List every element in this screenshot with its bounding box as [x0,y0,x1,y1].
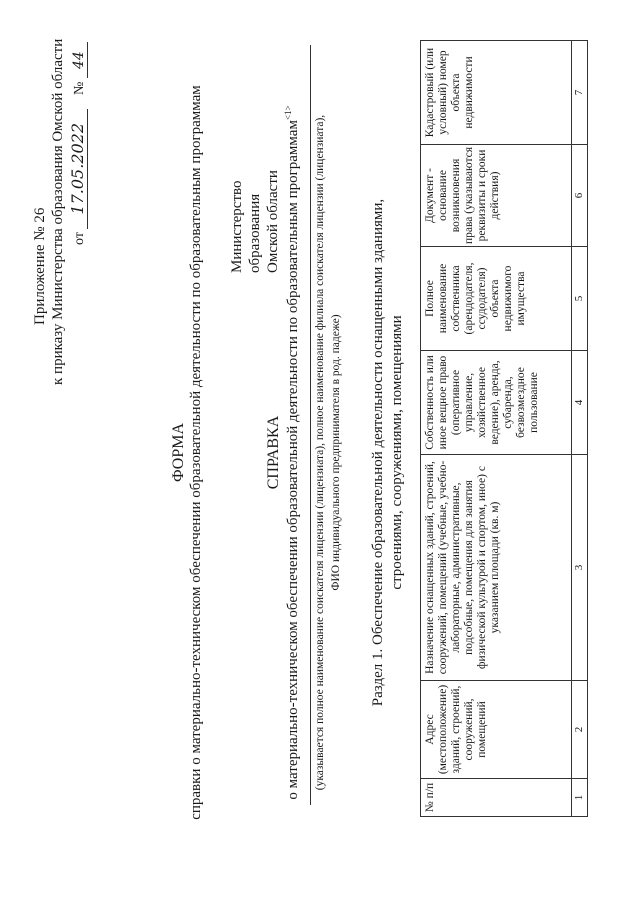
order-reference: к приказу Министерства образования Омской области [50,38,66,385]
header-cell-owner-name: Полное наименование собственника (арендодателя, ссудодателя) объекта недвижимого имущества [421,247,572,351]
column-number-1: 1 [572,779,588,817]
addressee-line-2: Омской области [265,170,281,273]
column-number-5: 5 [572,247,588,351]
fill-in-line [310,45,311,805]
form-title: ФОРМА [170,422,187,483]
addressee-line-1: Министерство образования [229,180,263,273]
number-prefix: № [72,81,87,95]
header-cell-number: № п/п [421,779,572,817]
spravka-title: СПРАВКА [265,415,282,490]
header-cell-ownership: Собственность или иное вещное право (оперативное управление, хозяйственное ведение), аренда, субаренда, безвозмездное пользование [421,351,572,455]
column-number-4: 4 [572,351,588,455]
header-cell-document: Документ - основание возникновения права (указываются реквизиты и сроки действия) [421,145,572,247]
form-subtitle: справки о материально-техническом обеспечении образовательной деятельности по образовательным программам [188,85,204,820]
header-cell-purpose: Назначение оснащенных зданий, строений, сооружений, помещений (учебные, учебно-лабораторные, административные, подсобные, помещения для занятия физической культурой и спортом, иное) с указанием площади (кв. м) [421,455,572,681]
header-cell-address: Адрес (местоположение) зданий, строений, сооружений, помещений [421,681,572,779]
table-number-row [572,41,588,817]
appendix-label: Приложение № 26 [32,207,48,325]
footnote-ref: <1> [283,105,293,121]
date-prefix: от [72,232,87,245]
section-title-line-2: строениями, сооружениями, помещениями [389,315,405,590]
column-number-7: 7 [572,41,588,145]
facilities-table [420,40,588,817]
order-date-line [68,42,88,245]
table-header-row [421,41,572,817]
spravka-subtitle-text: о материально-техническом обеспечении образовательной деятельности по образовательным программам [285,120,301,800]
column-number-3: 3 [572,455,588,681]
hint-line-2: ФИО индивидуального предпринимателя в род. падеже) [330,314,342,591]
spravka-subtitle [283,0,302,905]
column-number-2: 2 [572,681,588,779]
handwritten-date: 17.05.2022 [68,109,88,229]
column-number-6: 6 [572,145,588,247]
handwritten-number: 44 [71,42,88,78]
hint-line-1: (указывается полное наименование соискателя лицензии (лицензиата), полное наименование филиала соискателя лицензии (лицензиата), [314,114,326,791]
header-cell-cadastral: Кадастровый (или условный) номер объекта недвижимости [421,41,572,145]
section-title-line-1: Раздел 1. Обеспечение образовательной деятельности оснащенными зданиями, [370,198,386,707]
